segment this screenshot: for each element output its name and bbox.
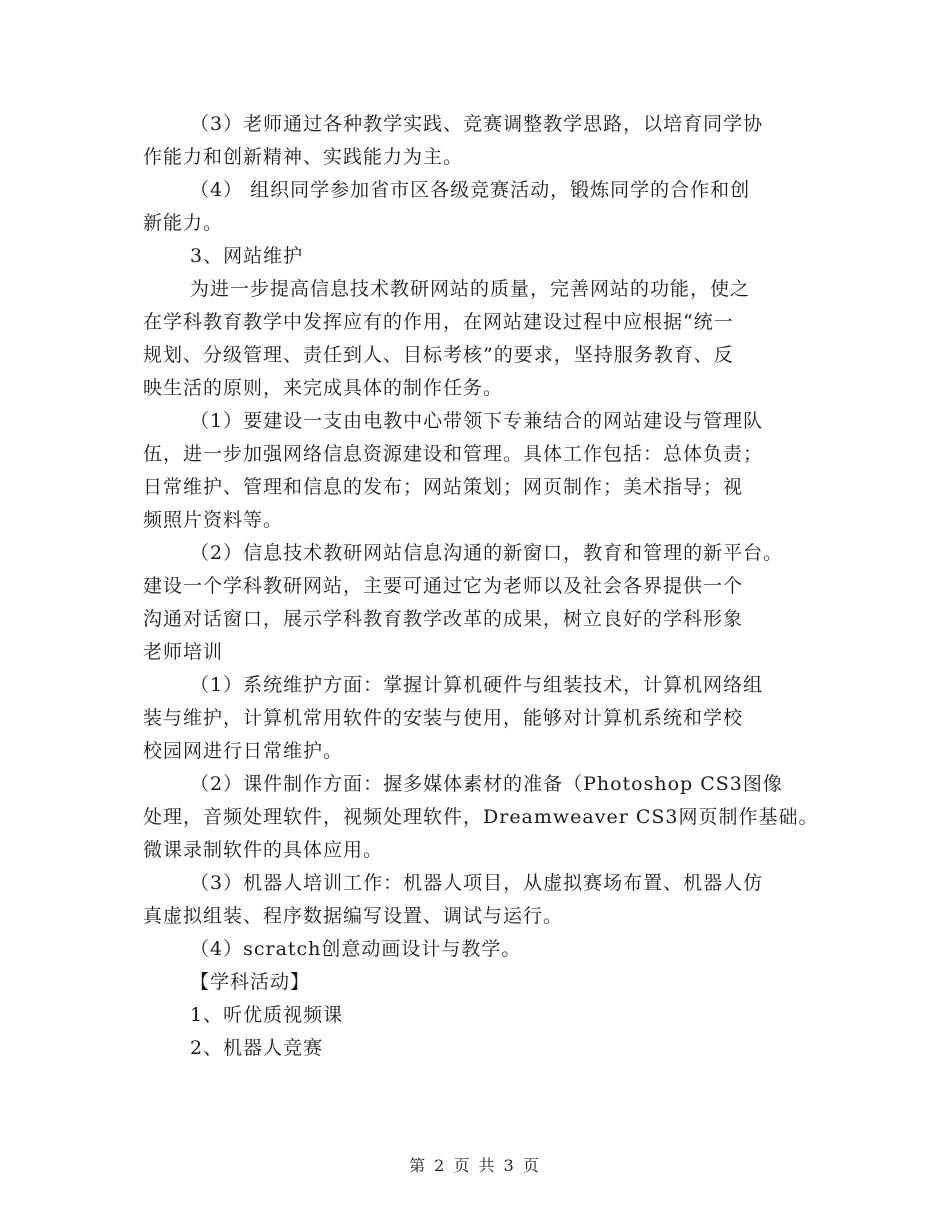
paragraph-line: 沟通对话窗口，展示学科教育教学改革的成果，树立良好的学科形象 <box>143 608 744 630</box>
paragraph-line: （3）机器人培训工作：机器人项目，从虚拟赛场布置、机器人仿 <box>190 872 764 894</box>
paragraph-line: 作能力和创新精神、实践能力为主。 <box>143 146 464 168</box>
paragraph-line: 装与维护，计算机常用软件的安装与使用，能够对计算机系统和学校 <box>143 707 744 729</box>
paragraph-line: （1）系统维护方面：掌握计算机硬件与组装技术，计算机网络组 <box>190 674 764 696</box>
paragraph-line: 真虚拟组装、程序数据编写设置、调试与运行。 <box>143 905 564 927</box>
paragraph-line: （4）scratch创意动画设计与教学。 <box>190 938 522 960</box>
paragraph-line: 伍，进一步加强网络信息资源建设和管理。具体工作包括：总体负责； <box>143 443 764 465</box>
paragraph-line: （2）信息技术教研网站信息沟通的新窗口，教育和管理的新平台。 <box>190 542 784 564</box>
paragraph-line: 微课录制软件的具体应用。 <box>143 839 384 861</box>
section-heading: 3、网站维护 <box>190 245 304 267</box>
paragraph-line: 在学科教育教学中发挥应有的作用，在网站建设过程中应根据“统一 <box>143 311 734 333</box>
paragraph-line: 规划、分级管理、责任到人、目标考核”的要求，坚持服务教育、反 <box>143 344 734 366</box>
list-item: 1、听优质视频课 <box>190 1004 344 1026</box>
paragraph-line: 频照片资料等。 <box>143 509 284 531</box>
paragraph-line: 为进一步提高信息技术教研网站的质量，完善网站的功能，使之 <box>190 278 751 300</box>
paragraph-line: 新能力。 <box>143 212 224 234</box>
paragraph-line: 日常维护、管理和信息的发布；网站策划；网页制作；美术指导；视 <box>143 476 744 498</box>
paragraph-line: （3）老师通过各种教学实践、竞赛调整教学思路，以培育同学协 <box>190 113 764 135</box>
paragraph-line: 处理，音频处理软件，视频处理软件，Dreamweaver CS3网页制作基础。 <box>143 806 819 828</box>
paragraph-line: （2）课件制作方面：握多媒体素材的准备（Photoshop CS3图像 <box>190 773 783 795</box>
list-item: 2、机器人竞赛 <box>190 1037 324 1059</box>
paragraph-line: 映生活的原则，来完成具体的制作任务。 <box>143 377 504 399</box>
paragraph-line: 建设一个学科教研网站，主要可通过它为老师以及社会各界提供一个 <box>143 575 744 597</box>
page-number-footer: 第 2 页 共 3 页 <box>409 1156 541 1175</box>
section-heading: 【学科活动】 <box>190 971 311 993</box>
section-heading: 老师培训 <box>143 641 224 663</box>
paragraph-line: （4） 组织同学参加省市区各级竞赛活动，锻炼同学的合作和创 <box>190 179 751 201</box>
paragraph-line: 校园网进行日常维护。 <box>143 740 344 762</box>
paragraph-line: （1）要建设一支由电教中心带领下专兼结合的网站建设与管理队 <box>190 410 764 432</box>
